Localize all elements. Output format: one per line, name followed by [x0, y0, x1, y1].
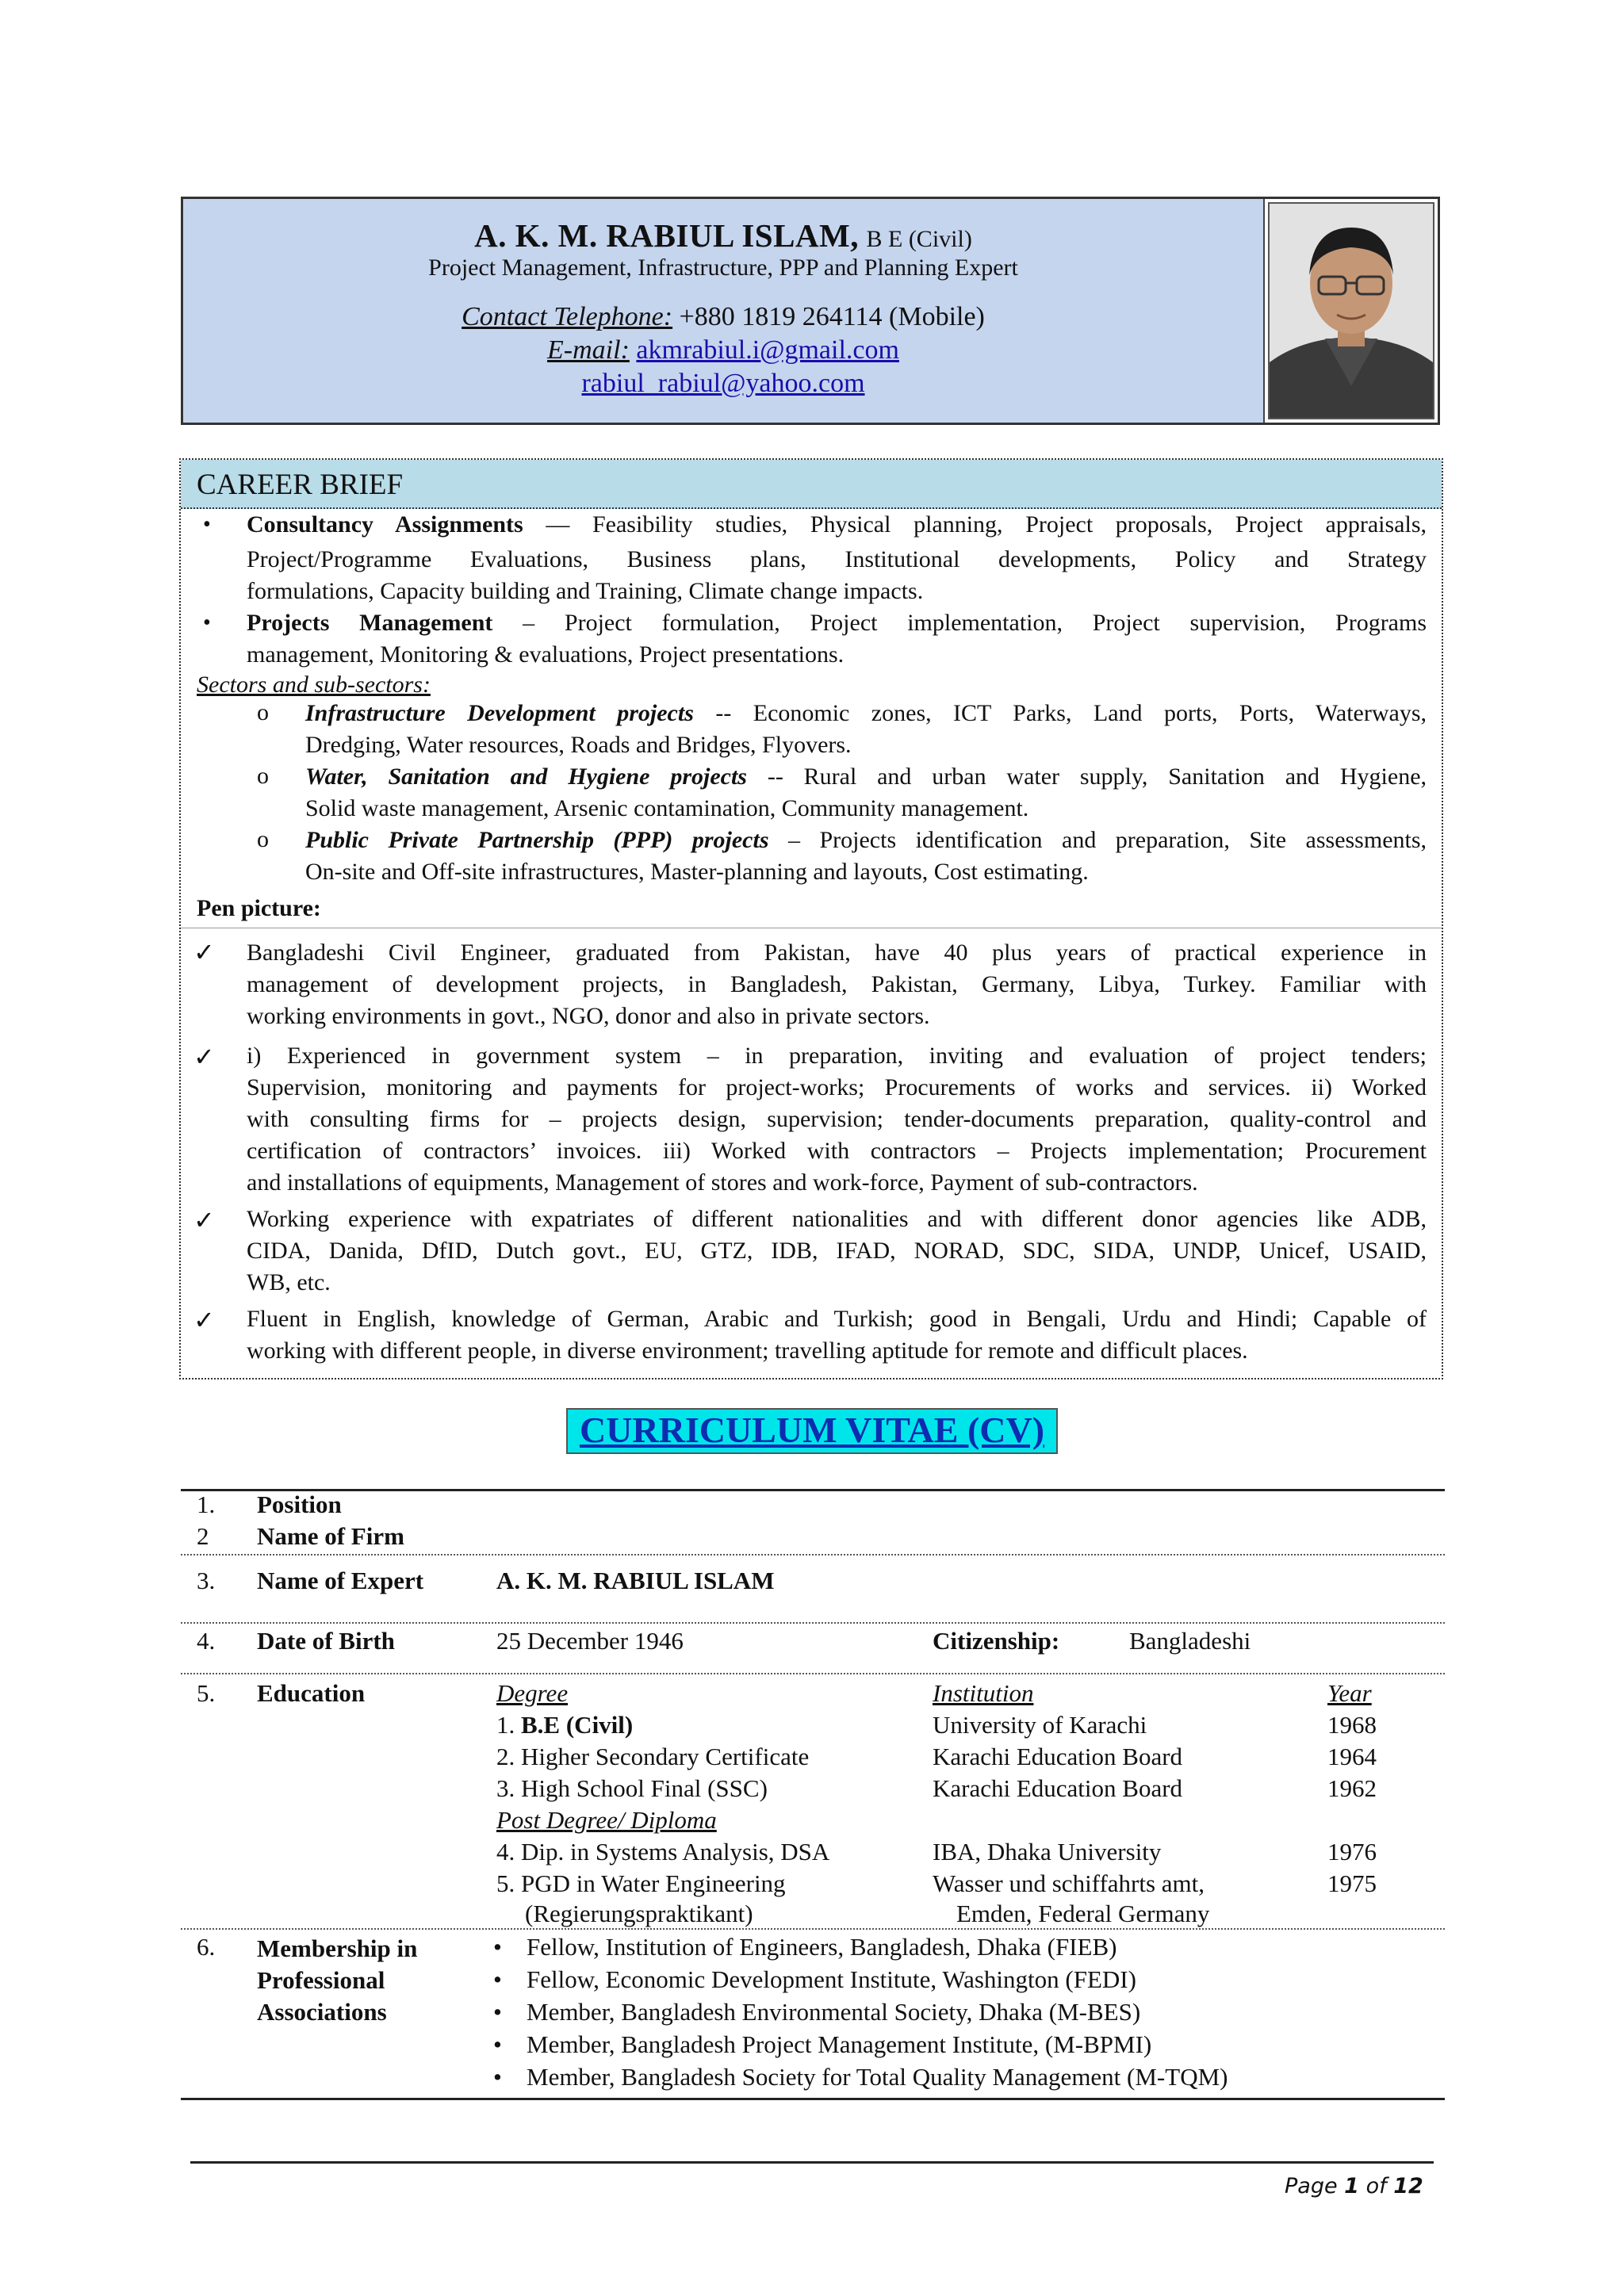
infra-text-1: -- Economic zones, ICT Parks, Land ports, Ports, Waterways, — [715, 700, 1427, 726]
row-divider — [181, 1622, 1445, 1624]
post-degree-label: Post Degree/ Diploma — [496, 1806, 717, 1834]
row-divider — [181, 1554, 1445, 1556]
check-icon: ✓ — [193, 1306, 215, 1334]
membership-item: Member, Bangladesh Project Management Institute, (M-BPMI) — [527, 2030, 1152, 2058]
row-divider — [181, 1673, 1445, 1674]
membership-label — [257, 1933, 417, 2028]
cv-title: CURRICULUM VITAE (CV) — [566, 1408, 1058, 1454]
pen-item-1 — [247, 937, 1427, 1032]
infra-label: Infrastructure Development projects — [305, 700, 694, 726]
citizenship-label: Citizenship: — [933, 1627, 1060, 1655]
edu-institution: University of Karachi — [933, 1711, 1147, 1739]
pen-3-line-1: Working experience with expatriates of different nationalities and with different donor agencies like ADB, — [247, 1206, 1427, 1232]
expert-subtitle: Project Management, Infrastructure, PPP and Planning Expert — [428, 254, 1018, 281]
infra-item — [305, 698, 1427, 761]
post-year: 1976 — [1327, 1838, 1377, 1866]
membership-item: Member, Bangladesh Society for Total Quality Management (M-TQM) — [527, 2063, 1228, 2091]
citizenship-value: Bangladeshi — [1129, 1627, 1251, 1655]
header-box — [181, 197, 1440, 425]
page-prefix: Page — [1285, 2174, 1338, 2198]
pm-text-1: – Project formulation, Project implementation, Project supervision, Programs — [523, 610, 1427, 636]
expert-degree: B E (Civil) — [866, 226, 972, 252]
pen-2-line-3: with consulting firms for – projects design, supervision; tender-documents preparation, quality-control and — [247, 1106, 1427, 1132]
edu-degree: 3. High School Final (SSC) — [496, 1774, 768, 1802]
circle-bullet-icon: o — [257, 763, 269, 789]
row-number: 4. — [197, 1627, 216, 1655]
email-link-1[interactable]: akmrabiul.i@gmail.com — [636, 335, 899, 365]
consultancy-text-3: formulations, Capacity building and Training, Climate change impacts. — [247, 578, 924, 604]
post-institution-line-2: Emden, Federal Germany — [956, 1900, 1210, 1927]
row-number: 1. — [197, 1490, 216, 1518]
bullet-icon: • — [203, 512, 211, 537]
pen-item-2 — [247, 1040, 1427, 1199]
row-number: 6. — [197, 1933, 216, 1961]
edu-year: 1964 — [1327, 1743, 1377, 1770]
col-institution-header: Institution — [933, 1679, 1034, 1707]
expert-label: Name of Expert — [257, 1567, 424, 1594]
pen-4-line-2: working with different people, in diverse environment; travelling aptitude for remote and difficult places. — [247, 1337, 1248, 1364]
expert-value: A. K. M. RABIUL ISLAM — [496, 1567, 775, 1594]
ppp-label: Public Private Partnership (PPP) projects — [305, 827, 769, 853]
pm-label: Projects Management — [247, 610, 493, 636]
consultancy-bullet — [247, 509, 1427, 607]
position-label: Position — [257, 1490, 342, 1518]
profile-photo — [1268, 202, 1434, 419]
consultancy-text-1: — Feasibility studies, Physical planning, Project proposals, Project appraisals, — [546, 511, 1427, 538]
education-label: Education — [257, 1679, 366, 1707]
sectors-label-text: Sectors and sub-sectors: — [197, 672, 431, 698]
membership-label-line-2: Professional — [257, 1966, 385, 1994]
circle-bullet-icon: o — [257, 699, 269, 725]
email-link-2[interactable]: rabiul_rabiul@yahoo.com — [581, 369, 865, 398]
membership-item: Fellow, Institution of Engineers, Bangladesh, Dhaka (FIEB) — [527, 1933, 1117, 1961]
pen-3-line-3: WB, etc. — [247, 1269, 331, 1295]
page-number — [1285, 2174, 1423, 2198]
table-top-rule — [181, 1489, 1445, 1491]
pen-item-4 — [247, 1303, 1427, 1367]
infra-text-2: Dredging, Water resources, Roads and Bridges, Flyovers. — [305, 732, 852, 758]
pen-1-line-2: management of development projects, in Bangladesh, Pakistan, Germany, Libya, Turkey. Familiar with — [247, 971, 1427, 997]
phone-value: +880 1819 264114 (Mobile) — [679, 302, 985, 331]
post-institution: Wasser und schiffahrts amt, — [933, 1869, 1205, 1897]
email-label: E-mail: — [547, 335, 630, 365]
ppp-text-2: On-site and Off-site infrastructures, Master-planning and layouts, Cost estimating. — [305, 859, 1089, 885]
pen-2-line-1: i) Experienced in government system – in preparation, inviting and evaluation of project tenders; — [247, 1043, 1427, 1069]
wash-label: Water, Sanitation and Hygiene projects — [305, 763, 747, 790]
pen-item-3 — [247, 1203, 1427, 1299]
expert-name: A. K. M. RABIUL ISLAM, — [474, 217, 859, 254]
wash-item — [305, 761, 1427, 825]
post-degree: 4. Dip. in Systems Analysis, DSA — [496, 1838, 830, 1866]
pen-4-line-1: Fluent in English, knowledge of German, Arabic and Turkish; good in Bengali, Urdu and Hindi; Capable of — [247, 1306, 1427, 1332]
post-institution: IBA, Dhaka University — [933, 1838, 1162, 1866]
row-number: 3. — [197, 1567, 216, 1594]
edu-year: 1962 — [1327, 1774, 1377, 1802]
col-degree-header: Degree — [496, 1679, 569, 1707]
pen-picture-label: Pen picture: — [197, 895, 321, 921]
pen-1-line-3: working environments in govt., NGO, donor and also in private sectors. — [247, 1003, 930, 1029]
bullet-icon: • — [493, 1998, 502, 2026]
dob-label: Date of Birth — [257, 1627, 395, 1655]
col-year-header: Year — [1327, 1679, 1372, 1707]
dob-value: 25 December 1946 — [496, 1627, 684, 1655]
ppp-text-1: – Projects identification and preparation, Site assessments, — [788, 827, 1427, 853]
table-bottom-rule — [181, 2098, 1445, 2100]
ppp-item — [305, 825, 1427, 888]
page-total: 12 — [1393, 2174, 1423, 2198]
consultancy-label: Consultancy Assignments — [247, 511, 523, 538]
pen-1-line-1: Bangladeshi Civil Engineer, graduated from Pakistan, have 40 plus years of practical experience in — [247, 939, 1427, 966]
post-degree: 5. PGD in Water Engineering — [496, 1869, 786, 1897]
membership-label-line-1: Membership in — [257, 1934, 418, 1962]
pen-3-line-2: CIDA, Danida, DfID, Dutch govt., EU, GTZ, IDB, IFAD, NORAD, SDC, SIDA, UNDP, Unicef, USAID, — [247, 1238, 1427, 1264]
row-divider — [181, 1928, 1445, 1930]
bullet-icon: • — [493, 1933, 502, 1961]
contact-email-2 — [183, 369, 1263, 399]
bullet-icon: • — [493, 1965, 502, 1993]
edu-year: 1968 — [1327, 1711, 1377, 1739]
row-number: 5. — [197, 1679, 216, 1707]
post-degree-line-2: (Regierungspraktikant) — [525, 1900, 753, 1927]
header-panel — [183, 199, 1265, 423]
consultancy-text-2: Project/Programme Evaluations, Business plans, Institutional developments, Policy and Strategy — [247, 546, 1427, 572]
bullet-icon: • — [493, 2063, 502, 2091]
firm-label: Name of Firm — [257, 1522, 404, 1550]
edu-number: 1. — [496, 1711, 515, 1739]
footer-rule — [190, 2161, 1434, 2164]
pm-text-2: management, Monitoring & evaluations, Project presentations. — [247, 641, 845, 668]
row-number: 2 — [197, 1522, 209, 1550]
career-brief-section — [179, 458, 1443, 1380]
check-icon: ✓ — [193, 1206, 215, 1234]
pen-2-line-4: certification of contractors’ invoices. iii) Worked with contractors – Projects implementation; Procurement — [247, 1138, 1427, 1164]
contact-email — [183, 335, 1263, 365]
name-line — [183, 216, 1263, 254]
check-icon: ✓ — [193, 938, 215, 966]
membership-item: Member, Bangladesh Environmental Society, Dhaka (M-BES) — [527, 1998, 1141, 2026]
sectors-label — [197, 669, 431, 701]
wash-text-1: -- Rural and urban water supply, Sanitation and Hygiene, — [767, 763, 1427, 790]
pen-2-line-5: and installations of equipments, Management of stores and work-force, Payment of sub-contractors. — [247, 1169, 1198, 1196]
membership-label-line-3: Associations — [257, 1998, 387, 2026]
bullet-icon: • — [203, 610, 211, 635]
page-current: 1 — [1344, 2174, 1359, 2198]
edu-institution: Karachi Education Board — [933, 1774, 1183, 1802]
page-of: of — [1365, 2174, 1387, 2198]
pen-2-line-2: Supervision, monitoring and payments for project-works; Procurements of works and services. ii) Worked — [247, 1074, 1427, 1100]
edu-degree-name: B.E (Civil) — [521, 1711, 634, 1739]
membership-item: Fellow, Economic Development Institute, Washington (FEDI) — [527, 1965, 1136, 1993]
edu-degree: 2. Higher Secondary Certificate — [496, 1743, 810, 1770]
post-year: 1975 — [1327, 1869, 1377, 1897]
edu-institution: Karachi Education Board — [933, 1743, 1183, 1770]
check-icon: ✓ — [193, 1043, 215, 1071]
circle-bullet-icon: o — [257, 826, 269, 852]
wash-text-2: Solid waste management, Arsenic contamination, Community management. — [305, 795, 1029, 821]
career-brief-header — [181, 460, 1442, 509]
edu-degree — [496, 1711, 633, 1739]
contact-phone — [183, 302, 1263, 332]
pm-bullet — [247, 607, 1427, 671]
career-brief-title: CAREER BRIEF — [197, 469, 404, 501]
phone-label: Contact Telephone: — [462, 302, 673, 331]
bullet-icon: • — [493, 2030, 502, 2058]
